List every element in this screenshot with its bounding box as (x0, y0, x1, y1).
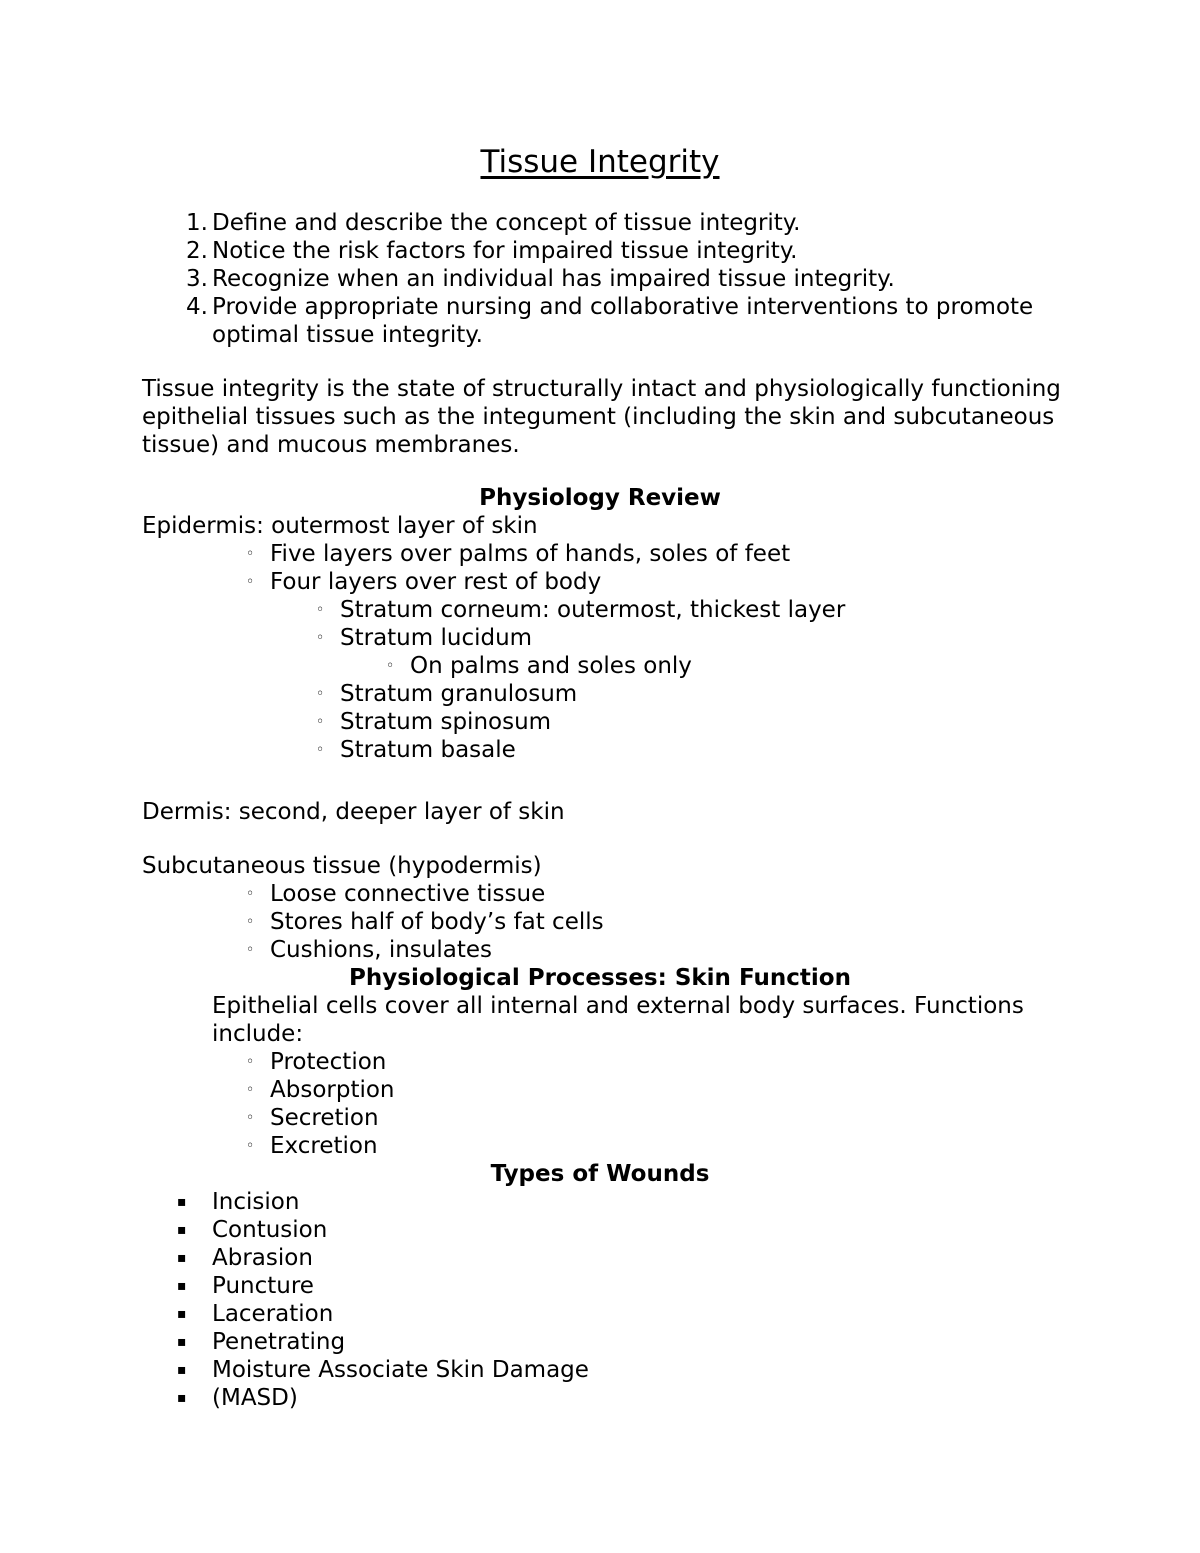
list-text: Laceration (212, 1301, 334, 1327)
list-item (142, 1132, 1102, 1160)
list-item (142, 209, 1102, 237)
epidermis-label: Epidermis: outermost layer of skin (142, 513, 538, 539)
circle-bullet-icon: ◦ (316, 742, 325, 758)
page-title: Tissue Integrity (480, 144, 720, 180)
circle-bullet-icon: ◦ (316, 630, 325, 646)
list-item (142, 624, 1102, 652)
square-bullet-icon: ▪ (177, 1250, 187, 1266)
circle-bullet-icon: ◦ (386, 658, 395, 674)
square-bullet-icon: ▪ (177, 1278, 187, 1294)
list-text: Five layers over palms of hands, soles of feet (270, 541, 791, 567)
circle-bullet-icon: ◦ (246, 1110, 255, 1126)
circle-bullet-icon: ◦ (316, 714, 325, 730)
list-item (142, 293, 1102, 349)
list-item (142, 1384, 1102, 1412)
circle-bullet-icon: ◦ (246, 1082, 255, 1098)
physiology-section (142, 484, 1102, 764)
circle-bullet-icon: ◦ (246, 1138, 255, 1154)
square-bullet-icon: ▪ (177, 1222, 187, 1238)
circle-bullet-icon: ◦ (246, 1054, 255, 1070)
list-text: Protection (270, 1049, 387, 1075)
list-item (142, 265, 1102, 293)
list-number: 3. (186, 266, 208, 292)
list-item (142, 596, 1102, 624)
dermis-label: Dermis: second, deeper layer of skin (142, 799, 565, 825)
list-text: Four layers over rest of body (270, 569, 602, 595)
list-item (142, 1188, 1102, 1216)
square-bullet-icon: ▪ (177, 1334, 187, 1350)
list-text: Moisture Associate Skin Damage (212, 1357, 589, 1383)
list-text: (MASD) (212, 1385, 298, 1411)
list-item (142, 1104, 1102, 1132)
circle-bullet-icon: ◦ (246, 574, 255, 590)
list-item (142, 540, 1102, 568)
circle-bullet-icon: ◦ (246, 942, 255, 958)
list-item (142, 1272, 1102, 1300)
list-text: Loose connective tissue (270, 881, 546, 907)
list-item (142, 1328, 1102, 1356)
list-text: Incision (212, 1189, 300, 1215)
list-text: Excretion (270, 1133, 378, 1159)
list-text: Secretion (270, 1105, 379, 1131)
list-text: Stratum granulosum (340, 681, 578, 707)
section-heading: Physiology Review (479, 485, 721, 511)
list-number: 4. (186, 294, 208, 320)
list-item (142, 568, 1102, 596)
list-number: 1. (186, 210, 208, 236)
circle-bullet-icon: ◦ (316, 602, 325, 618)
list-text: Define and describe the concept of tissue integrity. (212, 210, 801, 236)
section-heading: Types of Wounds (490, 1161, 710, 1187)
list-text: Recognize when an individual has impaired tissue integrity. (212, 266, 895, 292)
square-bullet-icon: ▪ (177, 1362, 187, 1378)
list-text: Stratum corneum: outermost, thickest layer (340, 597, 846, 623)
list-item (142, 1048, 1102, 1076)
list-text: Stratum basale (340, 737, 516, 763)
list-item (142, 1216, 1102, 1244)
list-text: Puncture (212, 1273, 314, 1299)
list-item (142, 1300, 1102, 1328)
list-text: Penetrating (212, 1329, 346, 1355)
list-number: 2. (186, 238, 208, 264)
circle-bullet-icon: ◦ (316, 686, 325, 702)
list-item (142, 1244, 1102, 1272)
list-text: Cushions, insulates (270, 937, 493, 963)
list-item (142, 652, 1102, 680)
list-text: Absorption (270, 1077, 395, 1103)
circle-bullet-icon: ◦ (246, 914, 255, 930)
list-text: Stratum lucidum (340, 625, 533, 651)
list-text: Stores half of body’s fat cells (270, 909, 604, 935)
subcutaneous-label: Subcutaneous tissue (hypodermis) (142, 853, 542, 879)
list-text: Provide appropriate nursing and collaborative interventions to promote optimal tissue integrity. (212, 294, 1034, 348)
list-text: Notice the risk factors for impaired tissue integrity. (212, 238, 798, 264)
circle-bullet-icon: ◦ (246, 546, 255, 562)
list-text: Stratum spinosum (340, 709, 552, 735)
list-item (142, 908, 1102, 936)
list-text: On palms and soles only (410, 653, 692, 679)
list-text: Contusion (212, 1217, 328, 1243)
section-heading: Physiological Processes: Skin Function (349, 965, 851, 991)
list-item (142, 1356, 1102, 1384)
list-item (142, 936, 1102, 964)
square-bullet-icon: ▪ (177, 1306, 187, 1322)
list-item (142, 237, 1102, 265)
square-bullet-icon: ▪ (177, 1194, 187, 1210)
objectives-list (142, 209, 1102, 349)
intro-paragraph: Tissue integrity is the state of structurally intact and physiologically functioning epithelial tissues such as the integument (including the skin and subcutaneous tissue) and mucous membranes. (142, 376, 1061, 458)
list-item (142, 680, 1102, 708)
circle-bullet-icon: ◦ (246, 886, 255, 902)
processes-paragraph: Epithelial cells cover all internal and external body surfaces. Functions include: (212, 993, 1024, 1047)
list-item (142, 880, 1102, 908)
list-text: Abrasion (212, 1245, 313, 1271)
list-item (142, 736, 1102, 764)
square-bullet-icon: ▪ (177, 1390, 187, 1406)
list-item (142, 1076, 1102, 1104)
subcutaneous-section (142, 852, 1102, 1412)
list-item (142, 708, 1102, 736)
